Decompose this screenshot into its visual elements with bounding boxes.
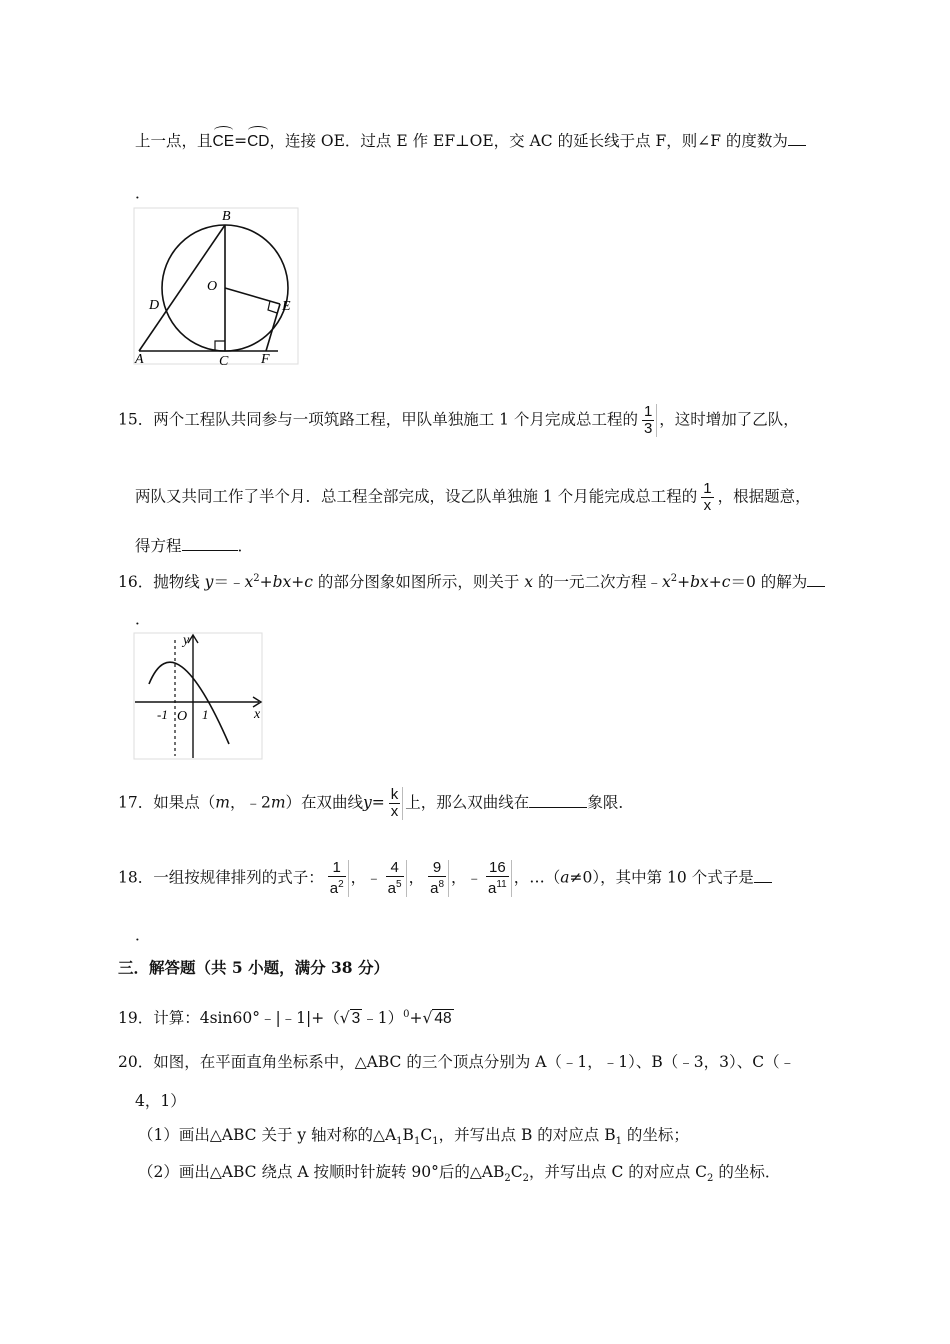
answer-blank: [788, 131, 806, 146]
base-a: a: [329, 880, 339, 897]
var-m: m: [215, 793, 230, 812]
subscript: 1: [615, 1136, 622, 1148]
q20-text: 的坐标；: [622, 1126, 689, 1144]
q16-text: 抛物线: [153, 573, 205, 592]
term-2: [384, 860, 407, 897]
q16-text: +: [708, 573, 722, 592]
sqrt-3: 3: [351, 1010, 361, 1028]
parabola-curve: [149, 662, 229, 744]
q16-line1: [118, 568, 825, 593]
frac-den: [428, 877, 446, 897]
frac-den: [386, 877, 404, 897]
exponent: 2: [253, 573, 260, 584]
q20-line2: 4，1）: [135, 1092, 186, 1110]
q16-text: +: [291, 573, 305, 592]
label-x: x: [254, 707, 261, 722]
subscript: 2: [522, 1173, 530, 1185]
circle-figure: [133, 207, 301, 367]
label-a: A: [135, 352, 144, 367]
q16-text: +: [259, 573, 273, 592]
question-number: 16．: [118, 573, 154, 592]
q16-text: ＝﹣: [213, 573, 245, 592]
q20-text: C: [510, 1163, 523, 1181]
term-4: [484, 860, 512, 897]
var-y: y: [204, 573, 214, 592]
q16-text: 的部分图象如图所示，则关于: [312, 573, 525, 592]
q14-line1: [135, 128, 806, 153]
radius-oe: [225, 288, 280, 304]
var-c: c: [304, 573, 313, 592]
var-m: m: [270, 793, 286, 812]
q16-line2: ．: [135, 610, 151, 628]
q20-text: （1）画出△ABC 关于 y 轴对称的△A: [138, 1126, 397, 1144]
base-a: a: [488, 880, 497, 897]
answer-blank: [754, 868, 772, 883]
q15-text-2: ，这时增加了乙队，: [659, 410, 799, 429]
q15-line2: [135, 481, 811, 514]
subscript: 1: [413, 1136, 421, 1148]
separator: ，﹣: [350, 868, 382, 887]
separator: ，﹣: [451, 868, 483, 887]
section-heading: 三．解答题（共 5 小题，满分 38 分）: [118, 958, 389, 977]
var-x: x: [661, 573, 671, 592]
sqrt-symbol: √: [422, 1009, 433, 1028]
label-c: C: [219, 354, 229, 367]
var-bx: bx: [690, 573, 709, 592]
q14-text-2: ，连接 OE．过点 E 作 EF⊥OE，交 AC 的延长线于点 F，则∠F 的度数为: [269, 132, 788, 150]
q15-text: 两个工程队共同参与一项筑路工程，甲队单独施工 1 个月完成总工程的: [153, 410, 638, 429]
var-y-eq: y=: [363, 793, 385, 812]
q17-text: 上，那么双曲线在: [405, 793, 530, 812]
exponent: 5: [396, 879, 402, 890]
subscript: 2: [504, 1173, 511, 1185]
q15-text-5: 得方程: [135, 537, 182, 555]
answer-blank: [807, 572, 825, 587]
var-c: c: [721, 573, 731, 592]
base-a: a: [430, 880, 439, 897]
fraction-k-over-x: [387, 787, 404, 820]
subscript: 1: [396, 1136, 403, 1148]
q17-text: 象限．: [587, 793, 634, 812]
q17-text: ，﹣2: [229, 793, 271, 812]
q14-text: 上一点，且: [135, 132, 213, 150]
frac-num: 16: [486, 860, 509, 877]
frac-den: x: [390, 803, 399, 820]
exponent: 2: [670, 573, 678, 584]
q20-text: （2）画出△ABC 绕点 A 按顺时针旋转 90°后的△AB: [138, 1163, 505, 1181]
label-d: D: [149, 298, 160, 313]
q20-text: ，并写出点 C 的对应点 C: [529, 1163, 708, 1181]
q15-text-4: ，根据题意，: [717, 487, 811, 506]
frac-num: 9: [428, 860, 446, 877]
q18-line1: [118, 860, 772, 897]
term-3: [426, 860, 449, 897]
exponent: 11: [496, 879, 507, 890]
q20-text: 的坐标．: [713, 1163, 781, 1181]
q19-text: +: [409, 1009, 423, 1028]
frac-num: k: [390, 786, 399, 803]
q18-text: 一组按规律排列的式子：: [153, 868, 324, 887]
q19-text: 计算：4sin60°﹣|﹣1|+（: [153, 1009, 340, 1028]
var-x: x: [244, 573, 254, 592]
sqrt-symbol: √: [339, 1009, 350, 1028]
base-a: a: [387, 880, 397, 897]
fraction-one-over-x: [699, 481, 715, 514]
q15-line1: [118, 404, 799, 437]
answer-blank: [182, 536, 238, 551]
label-o: O: [207, 279, 218, 294]
label-b: B: [222, 209, 231, 224]
q14-line2: ．: [135, 184, 151, 202]
q18-line2: ．: [135, 926, 151, 944]
q16-text: ＝0 的解为: [730, 573, 808, 592]
q20-line1: [118, 1051, 795, 1073]
q18-text: ，…（: [513, 868, 561, 887]
q20-part2: [138, 1161, 780, 1190]
var-a: a: [560, 868, 570, 887]
q17-text: ）在双曲线: [285, 793, 364, 812]
var-bx: bx: [272, 573, 292, 592]
q15-end: ．: [237, 537, 254, 555]
frac-den: [486, 877, 509, 897]
frac-den: 3: [643, 420, 653, 437]
arc-cd: CD: [247, 128, 269, 153]
q17-line: [118, 787, 634, 820]
label-neg1: -1: [157, 707, 168, 722]
arc-ce: CE: [213, 128, 235, 153]
label-f: F: [261, 352, 270, 367]
parabola-graph: [133, 632, 265, 762]
question-number: 15．: [118, 410, 154, 429]
question-number: 19．: [118, 1009, 154, 1028]
frac-num: 1: [703, 480, 712, 497]
subscript: 2: [707, 1173, 714, 1185]
question-number: 18．: [118, 868, 154, 887]
label-origin: O: [177, 709, 188, 724]
q20-text: ，并写出点 B 的对应点 B: [438, 1126, 616, 1144]
var-x: x: [524, 573, 534, 592]
term-1: [326, 860, 349, 897]
q15-text-3: 两队又共同工作了半个月．总工程全部完成，设乙队单独施 1 个月能完成总工程的: [135, 487, 698, 506]
frac-den: x: [703, 497, 712, 514]
question-number: 17．: [118, 793, 154, 812]
right-angle-c: [215, 341, 225, 351]
exponent: 0: [403, 1009, 410, 1020]
q20-text: 如图，在平面直角坐标系中，△ABC 的三个顶点分别为 A（﹣1，﹣1）、B（﹣3，3）、C（﹣: [153, 1053, 796, 1071]
label-one: 1: [202, 707, 209, 722]
q14-eq: =: [234, 132, 248, 150]
q15-line3: [135, 535, 253, 557]
q19-line: [118, 1004, 454, 1030]
subscript: 1: [432, 1136, 439, 1148]
frac-den: [328, 877, 346, 897]
exponent: 8: [438, 879, 444, 890]
question-number: 20．: [118, 1053, 154, 1071]
sqrt-48: 48: [434, 1010, 452, 1028]
q18-text: ≠0），其中第 10 个式子是: [569, 868, 754, 887]
q20-text: C: [420, 1126, 433, 1144]
frac-num: 1: [328, 860, 346, 877]
answer-blank: [529, 793, 587, 808]
q16-text: +: [677, 573, 691, 592]
label-e: E: [282, 299, 291, 314]
q17-text: 如果点（: [153, 793, 216, 812]
frac-num: 4: [386, 860, 404, 877]
q20-text: B: [402, 1126, 414, 1144]
q16-text: 的一元二次方程﹣: [533, 573, 662, 592]
separator: ，: [408, 868, 425, 887]
frac-num: 1: [643, 403, 653, 420]
q19-text: ﹣1）: [362, 1009, 404, 1028]
fraction-one-third: [640, 404, 657, 437]
q20-part1: [138, 1124, 689, 1153]
label-y: y: [183, 633, 190, 648]
exponent: 2: [338, 879, 344, 890]
